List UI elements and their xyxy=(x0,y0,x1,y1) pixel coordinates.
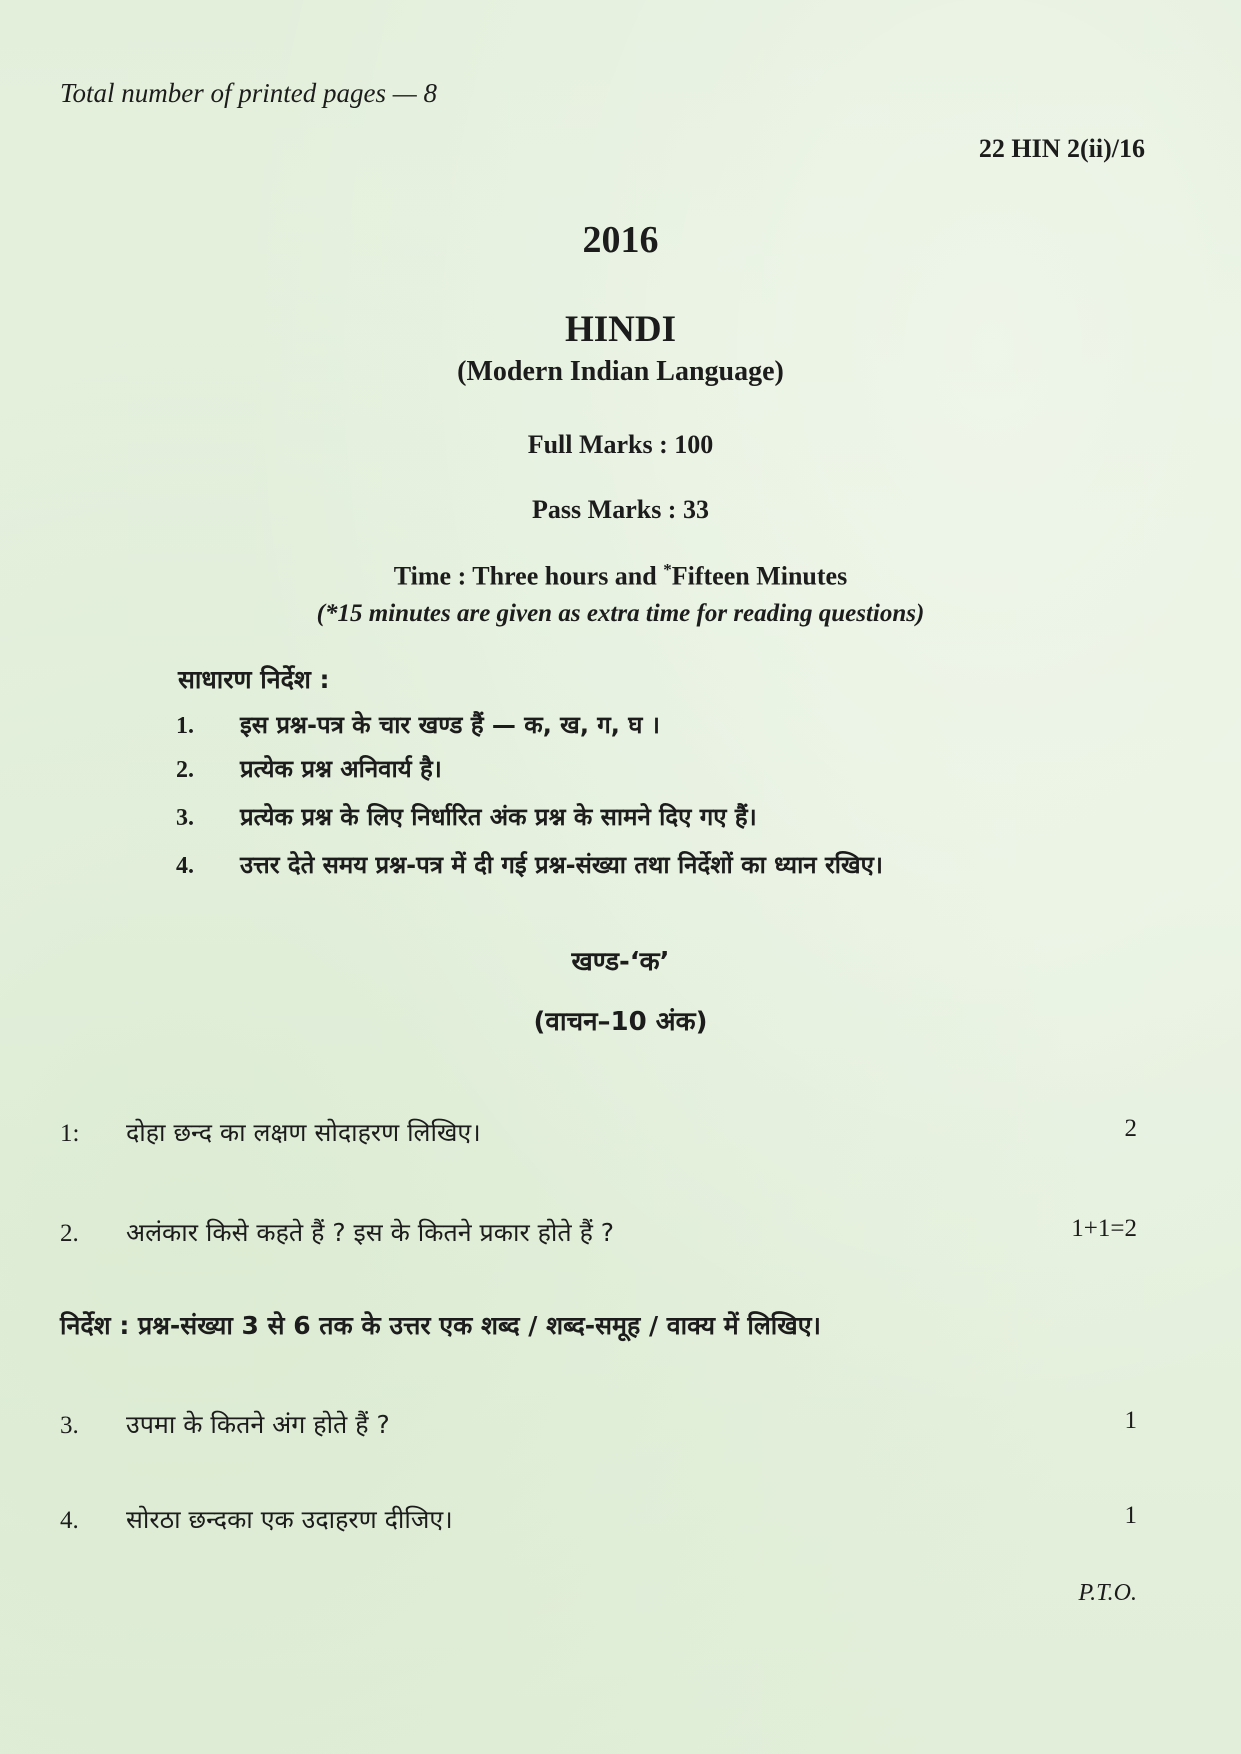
question-2 xyxy=(60,1215,614,1249)
question-number: 1: xyxy=(60,1120,80,1147)
time-before: Time : Three hours and xyxy=(393,561,664,591)
total-pages-note: Total number of printed pages — 8 xyxy=(60,78,438,108)
question-3 xyxy=(60,1407,390,1441)
question-number: 3. xyxy=(60,1412,79,1439)
question-number: 4. xyxy=(60,1507,79,1534)
paper-code: 22 HIN 2(ii)/16 xyxy=(978,134,1145,163)
question-1 xyxy=(60,1115,481,1149)
subject-title: HINDI xyxy=(564,309,677,350)
exam-year: 2016 xyxy=(582,219,659,261)
general-instruction-item xyxy=(176,800,757,833)
question-4 xyxy=(60,1502,453,1536)
full-marks: Full Marks : 100 xyxy=(527,430,714,459)
question-text: दोहा छन्द का लक्षण सोदाहरण लिखिए। xyxy=(126,1118,481,1147)
item-text: प्रत्येक प्रश्न अनिवार्य है। xyxy=(240,755,442,783)
time-after: Fifteen Minutes xyxy=(671,561,848,591)
question-text: उपमा के कितने अंग होते हैं ? xyxy=(126,1410,390,1439)
section-subtitle: (वाचन–10 अंक) xyxy=(533,1007,708,1037)
question-4-marks: 1 xyxy=(1124,1502,1137,1529)
question-2-marks: 1+1=2 xyxy=(1071,1215,1137,1242)
item-number: 1. xyxy=(176,713,194,739)
question-text: सोरठा छन्दका एक उदाहरण दीजिए। xyxy=(126,1505,453,1534)
pass-marks: Pass Marks : 33 xyxy=(532,495,709,524)
item-text: प्रत्येक प्रश्न के लिए निर्धारित अंक प्रश्न के सामने दिए गए हैं। xyxy=(240,803,757,831)
question-number: 2. xyxy=(60,1220,79,1247)
general-instruction-item xyxy=(176,708,660,741)
time-allowed xyxy=(0,560,1241,592)
section-instruction: निर्देश : प्रश्न-संख्या 3 से 6 तक के उत्तर एक शब्द / शब्द-समूह / वाक्य में लिखिए। xyxy=(60,1311,822,1340)
item-number: 3. xyxy=(176,805,194,831)
extra-time-note: (*15 minutes are given as extra time for reading questions) xyxy=(316,600,925,627)
subject-subtitle: (Modern Indian Language) xyxy=(457,356,784,387)
question-3-marks: 1 xyxy=(1124,1407,1137,1434)
general-instruction-item xyxy=(176,848,883,881)
general-instructions-heading: साधारण निर्देश : xyxy=(178,665,330,694)
general-instruction-item xyxy=(176,752,442,785)
item-number: 2. xyxy=(176,757,194,783)
question-1-marks: 2 xyxy=(1124,1115,1137,1142)
time-star: * xyxy=(663,560,672,579)
question-text: अलंकार किसे कहते हैं ? इस के कितने प्रकार होते हैं ? xyxy=(126,1218,615,1247)
item-text: इस प्रश्न-पत्र के चार खण्ड हैं — क, ख, ग, घ । xyxy=(240,711,660,739)
section-title: खण्ड-‘क’ xyxy=(571,947,670,977)
please-turn-over: P.T.O. xyxy=(1078,1580,1137,1606)
item-text: उत्तर देते समय प्रश्न-पत्र में दी गई प्रश्न-संख्या तथा निर्देशों का ध्यान रखिए। xyxy=(240,851,884,879)
item-number: 4. xyxy=(176,853,194,879)
